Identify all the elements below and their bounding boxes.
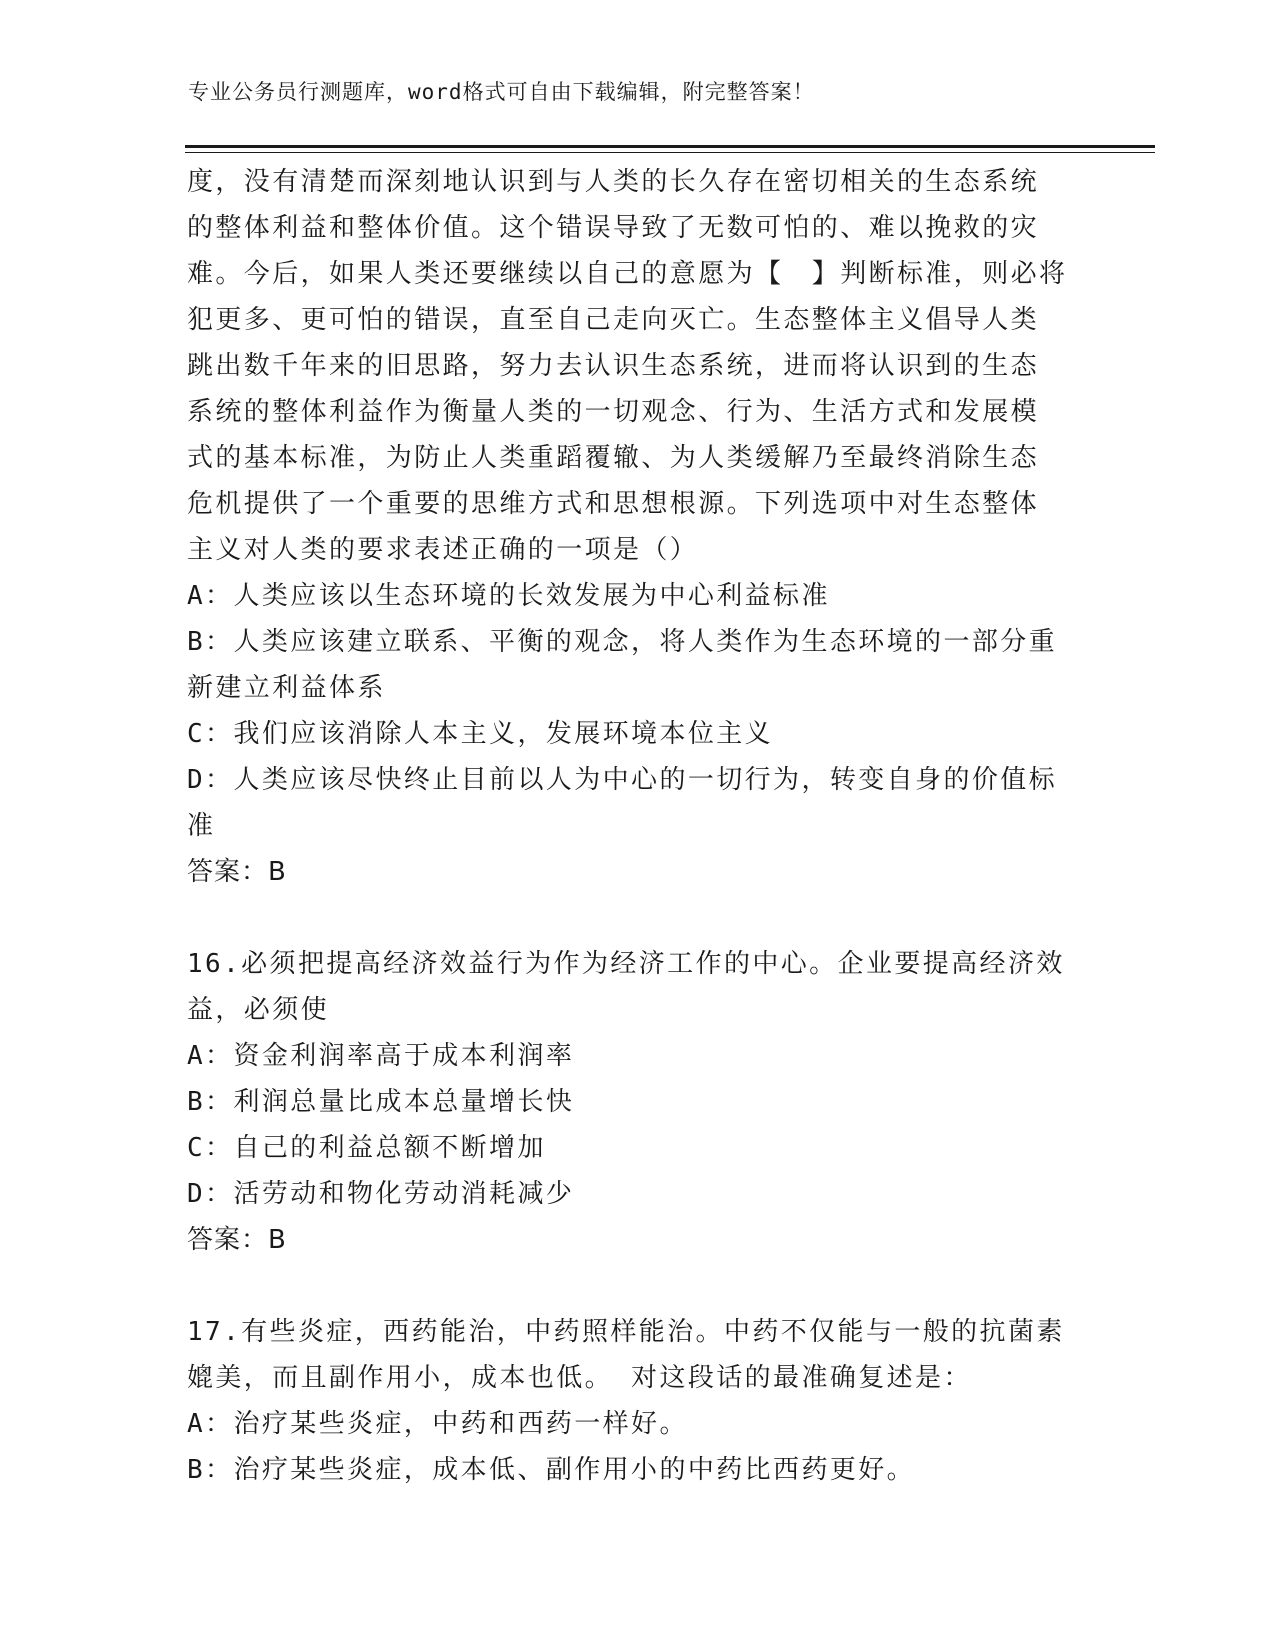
option-c: C：自己的利益总额不断增加 <box>187 1133 546 1163</box>
question-stem-line: 难。今后，如果人类还要继续以自己的意愿为【 】判断标准，则必将 <box>187 259 1068 289</box>
option-d: D：人类应该尽快终止目前以人为中心的一切行为，转变自身的价值标 <box>187 765 1058 795</box>
option-b: B：利润总量比成本总量增长快 <box>187 1087 575 1117</box>
question-stem-line: 的整体利益和整体价值。这个错误导致了无数可怕的、难以挽救的灾 <box>187 213 1040 243</box>
question-16 <box>187 941 1087 1263</box>
header-rule-thick <box>185 145 1155 148</box>
option-b: B：人类应该建立联系、平衡的观念，将人类作为生态环境的一部分重 <box>187 627 1058 657</box>
answer: 答案：B <box>187 1225 287 1255</box>
option-b: B：治疗某些炎症，成本低、副作用小的中药比西药更好。 <box>187 1455 916 1485</box>
question-stem-line: 犯更多、更可怕的错误，直至自己走向灭亡。生态整体主义倡导人类 <box>187 305 1040 335</box>
question-stem-line: 危机提供了一个重要的思维方式和思想根源。下列选项中对生态整体 <box>187 489 1040 519</box>
question-stem-line: 17.有些炎症，西药能治，中药照样能治。中药不仅能与一般的抗菌素 <box>187 1317 1065 1347</box>
question-stem-line: 主义对人类的要求表述正确的一项是（） <box>187 535 699 565</box>
header-rule-thin <box>185 152 1155 153</box>
question-stem-line: 跳出数千年来的旧思路，努力去认识生态系统，进而将认识到的生态 <box>187 351 1040 381</box>
question-stem-line: 系统的整体利益作为衡量人类的一切观念、行为、生活方式和发展模 <box>187 397 1040 427</box>
question-stem-line: 益，必须使 <box>187 995 330 1025</box>
spacer <box>187 1263 1087 1309</box>
question-stem-line: 式的基本标准，为防止人类重蹈覆辙、为人类缓解乃至最终消除生态 <box>187 443 1040 473</box>
option-d-continued: 准 <box>187 811 216 841</box>
spacer <box>187 895 1087 941</box>
question-stem-line: 度，没有清楚而深刻地认识到与人类的长久存在密切相关的生态系统 <box>187 167 1040 197</box>
option-b-continued: 新建立利益体系 <box>187 673 386 703</box>
question-15 <box>187 159 1087 895</box>
option-a: A：人类应该以生态环境的长效发展为中心利益标准 <box>187 581 830 611</box>
answer: 答案：B <box>187 857 287 887</box>
option-a: A：治疗某些炎症，中药和西药一样好。 <box>187 1409 688 1439</box>
question-content <box>187 159 1087 1493</box>
option-d: D：活劳动和物化劳动消耗减少 <box>187 1179 575 1209</box>
option-c: C：我们应该消除人本主义，发展环境本位主义 <box>187 719 774 749</box>
question-stem-line: 媲美，而且副作用小，成本也低。 对这段话的最准确复述是： <box>187 1363 972 1393</box>
page-header: 专业公务员行测题库，word格式可自由下载编辑，附完整答案！ <box>188 80 815 104</box>
question-stem-line: 16.必须把提高经济效益行为作为经济工作的中心。企业要提高经济效 <box>187 949 1065 979</box>
question-17 <box>187 1309 1087 1493</box>
option-a: A：资金利润率高于成本利润率 <box>187 1041 575 1071</box>
